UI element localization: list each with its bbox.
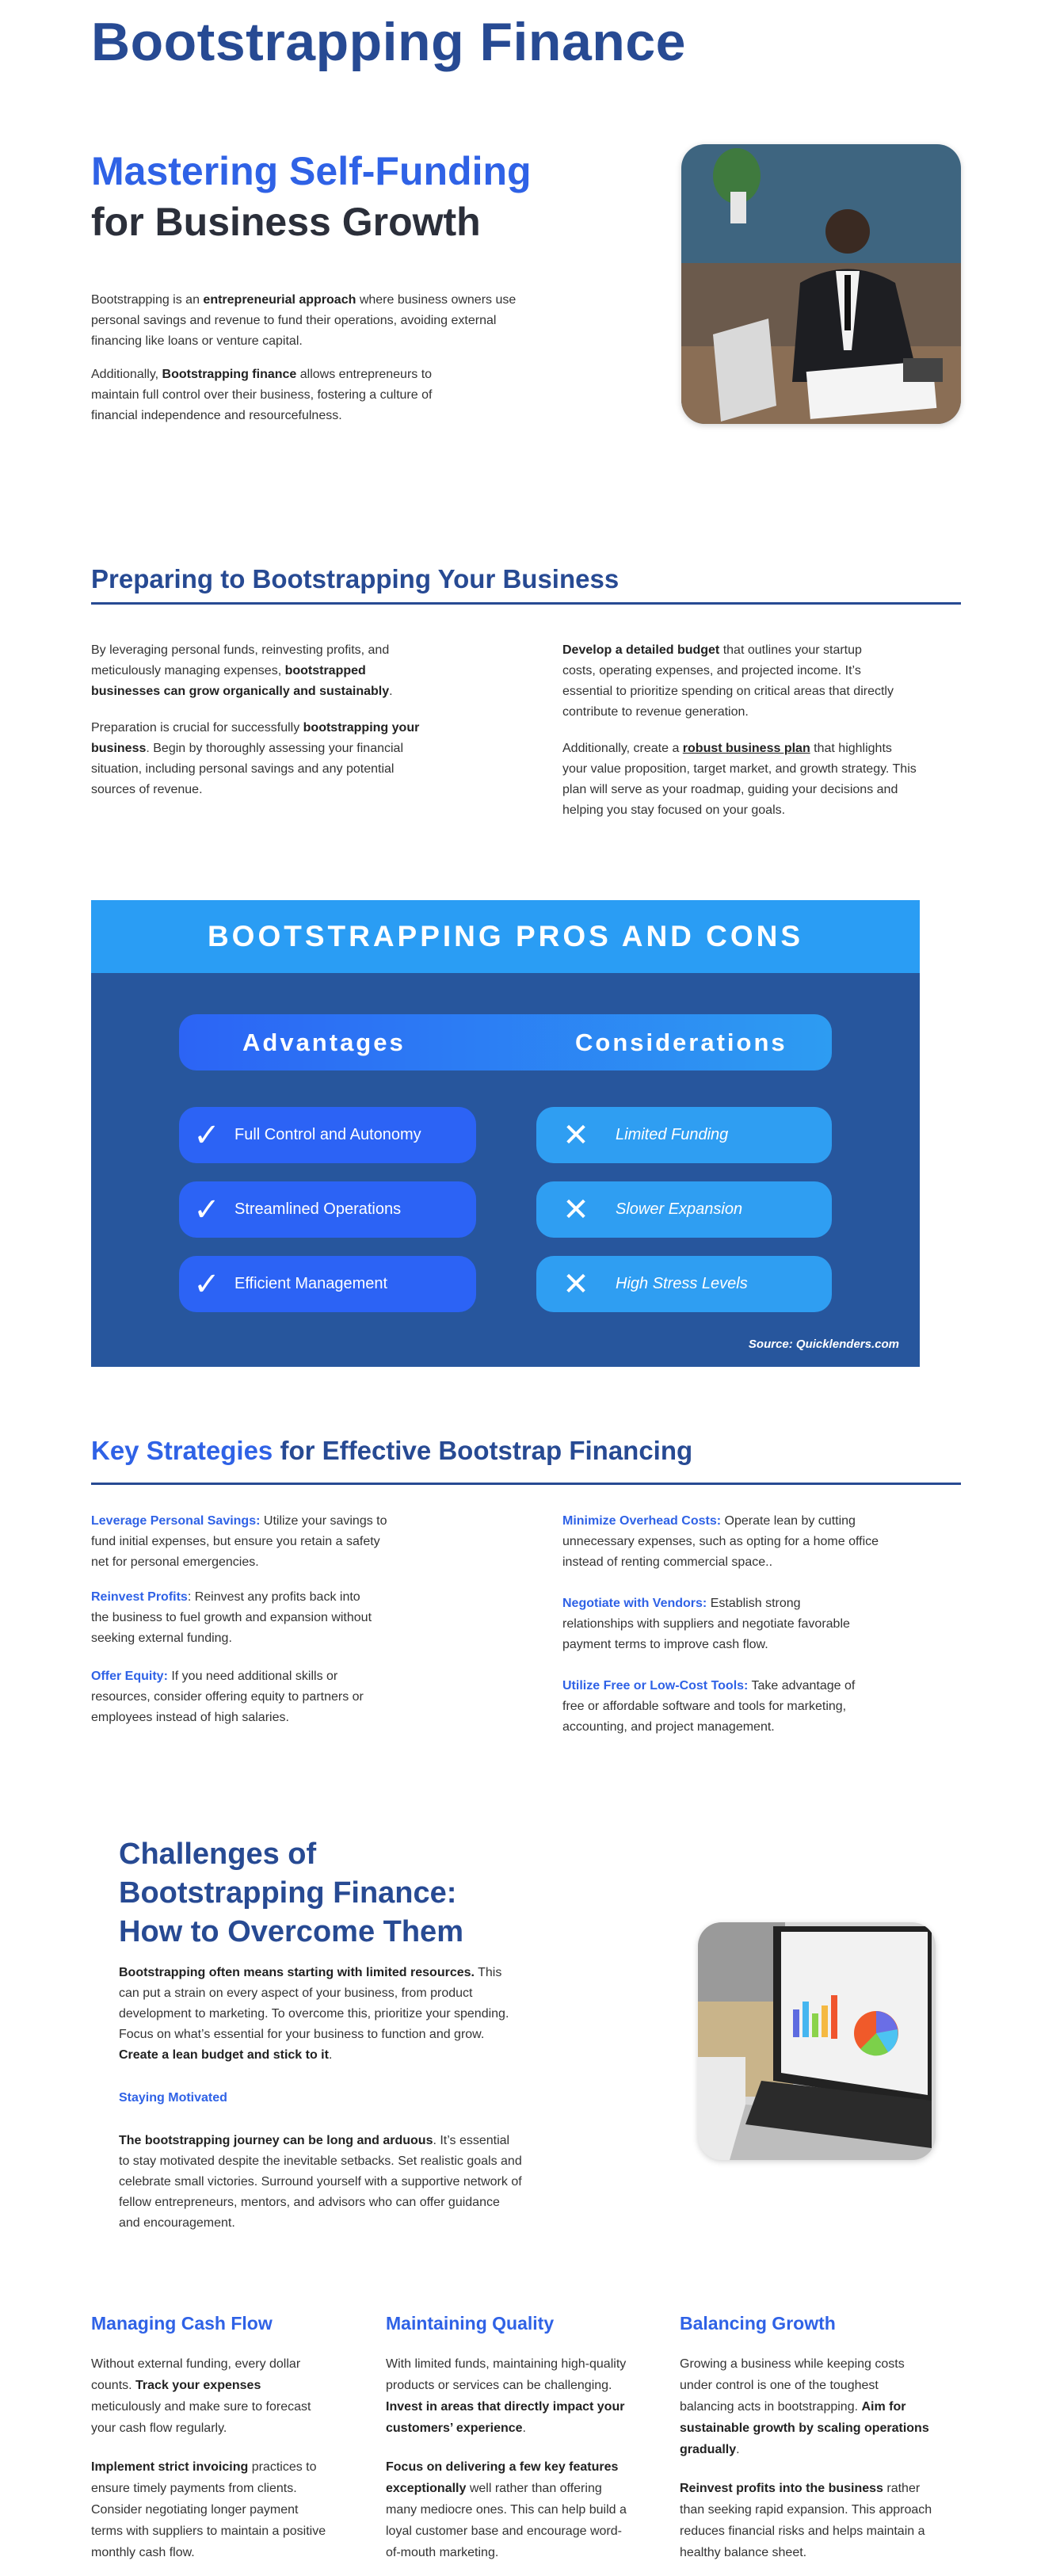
text-segment: where business owners use personal savings and revenue to fund their operations, avoiding external financing like loans or venture capital. [91, 293, 517, 348]
bold-text: bootstrapping your business [91, 721, 420, 755]
text-segment: . It’s essential to stay motivated despite the inevitable setbacks. Set realistic goals and celebrate small victories. Surround yourself with a supportive network of fellow entrepreneurs, mentors, and advisors who can offer guidance and encouragement. [119, 2134, 522, 2230]
text-segment: . [389, 685, 393, 698]
text-segment: allows entrepreneurs to maintain full control over their business, fostering a culture of financial independence and resourcefulness. [91, 368, 433, 422]
consideration-item [536, 1107, 832, 1163]
check-icon: ✓ [193, 1192, 220, 1227]
advantage-label: Streamlined Operations [234, 1200, 402, 1218]
advantage-item [179, 1256, 476, 1312]
item-label: Reinvest Profits [91, 1590, 188, 1604]
column-heading: Balancing Growth [680, 2313, 836, 2334]
advantage-label: Efficient Management [234, 1275, 388, 1292]
bold-text: Create a lean budget and stick to it [119, 2048, 329, 2062]
cross-icon: ✕ [562, 1117, 589, 1153]
preparing-right-column [562, 640, 919, 834]
hero-text [91, 290, 519, 439]
challenges-paragraph [119, 1963, 523, 2066]
infographic-column-headers [179, 1014, 832, 1070]
bold-text: Develop a detailed budget [562, 643, 720, 657]
advantages-header: Advantages [242, 1028, 406, 1056]
preparing-paragraph [91, 640, 432, 702]
text-segment: Bootstrapping is an [91, 293, 204, 307]
consideration-item [536, 1256, 832, 1312]
advantage-item [179, 1181, 476, 1238]
strategies-right-column [562, 1511, 895, 1750]
bold-text: Implement strict invoicing [91, 2460, 249, 2474]
bold-text: Bootstrapping finance [162, 368, 297, 381]
bold-text: Bootstrapping often means starting with limited resources. [119, 1966, 475, 1979]
heading-rest: for Effective Bootstrap Financing [273, 1436, 693, 1465]
check-icon: ✓ [193, 1266, 220, 1302]
text-segment: Without external funding, every dollar counts. [91, 2357, 301, 2392]
text-segment: rather than seeking rapid expansion. This approach reduces financial risks and helps maintain a healthy balance sheet. [680, 2482, 932, 2559]
text-segment: meticulously and make sure to forecast your cash flow regularly. [91, 2400, 311, 2435]
laptop-chart-photo [698, 1922, 936, 2160]
column-paragraph [680, 2353, 933, 2460]
column-heading: Maintaining Quality [386, 2313, 555, 2334]
text-segment: Operate lean by cutting unnecessary expenses, such as opting for a home office instead of renting commercial space.. [562, 1514, 879, 1569]
text-segment: well rather than offering many mediocre ones. This can help build a loyal customer base and encourage word-of-mouth marketing. [386, 2482, 627, 2559]
section-heading-preparing: Preparing to Bootstrapping Your Business [91, 564, 620, 593]
growth-column [680, 2307, 949, 2576]
staying-motivated-subheading: Staying Motivated [119, 2091, 227, 2105]
text-segment: that outlines your startup costs, operating expenses, and projected income. It’s essential to prioritize spending on critical areas that directly contribute to revenue generation. [562, 643, 894, 719]
text-segment: that highlights your value proposition, target market, and growth strategy. This plan will serve as your roadmap, guiding your decisions and helping you stay focused on your goals. [562, 742, 917, 817]
cash-flow-column [91, 2307, 353, 2576]
text-segment: By leveraging personal funds, reinvesting profits, and meticulously managing expenses, [91, 643, 390, 677]
bold-text: entrepreneurial approach [203, 293, 356, 307]
text-segment: Growing a business while keeping costs under control is one of the toughest balancing acts in bootstrapping. [680, 2357, 905, 2414]
text-segment: Additionally, create a [562, 742, 683, 755]
section-divider [91, 602, 961, 605]
infographic-title: BOOTSTRAPPING PROS AND CONS [91, 900, 920, 973]
text-segment: If you need additional skills or resources, consider offering equity to partners or employees instead of high salaries. [91, 1670, 364, 1724]
bold-text: Reinvest profits into the business [680, 2482, 883, 2495]
item-label: Utilize Free or Low-Cost Tools: [562, 1679, 749, 1693]
bold-text: Aim for sustainable growth by scaling operations gradually [680, 2400, 929, 2456]
bold-text: Invest in areas that directly impact your customers’ experience [386, 2400, 625, 2435]
bold-text: The bootstrapping journey can be long and arduous [119, 2134, 433, 2147]
column-paragraph [680, 2478, 945, 2563]
consideration-label: Limited Funding [616, 1126, 729, 1143]
check-icon: ✓ [193, 1117, 220, 1153]
cross-icon: ✕ [562, 1266, 589, 1302]
text-segment: Establish strong relationships with suppliers and negotiate favorable payment terms to improve cash flow. [562, 1597, 850, 1651]
strategy-item [562, 1511, 895, 1573]
strategy-item [91, 1666, 400, 1728]
hero-heading-line1: Mastering Self-Funding [91, 149, 532, 193]
section-heading-strategies [91, 1436, 692, 1466]
strategy-item [91, 1511, 400, 1573]
consideration-item [536, 1181, 832, 1238]
bold-text: bootstrapped businesses can grow organically and sustainably [91, 664, 390, 698]
strategy-item [562, 1676, 879, 1738]
challenges-text [119, 1963, 523, 2246]
considerations-header: Considerations [575, 1028, 787, 1056]
strategy-item [562, 1593, 864, 1655]
text-segment: Preparation is crucial for successfully [91, 721, 303, 735]
text-segment: Take advantage of free or affordable software and tools for marketing, accounting, and project management. [562, 1679, 856, 1734]
cross-icon: ✕ [562, 1192, 589, 1227]
bold-text: Focus on delivering a few key features exceptionally [386, 2460, 619, 2495]
item-label: Leverage Personal Savings: [91, 1514, 261, 1528]
text-segment: With limited funds, maintaining high-quality products or services can be challenging. [386, 2357, 627, 2392]
businessman-photo [681, 144, 961, 424]
preparing-paragraph [562, 640, 895, 723]
text-segment: . [328, 2048, 333, 2062]
text-segment: Utilize your savings to fund initial expenses, but ensure you retain a safety net for personal emergencies. [91, 1514, 387, 1569]
text-segment: Additionally, [91, 368, 162, 381]
hero-heading-line2: for Business Growth [91, 200, 481, 244]
pros-cons-infographic [91, 900, 920, 1367]
quality-column [386, 2307, 647, 2576]
hero-heading [91, 146, 532, 247]
strategy-item [91, 1587, 376, 1649]
bold-text: Track your expenses [135, 2379, 261, 2392]
hero-paragraph [91, 364, 463, 426]
consideration-label: High Stress Levels [616, 1275, 748, 1292]
challenges-paragraph [119, 2131, 523, 2234]
item-label: Offer Equity: [91, 1670, 168, 1683]
column-paragraph [91, 2353, 321, 2439]
item-label: Negotiate with Vendors: [562, 1597, 707, 1610]
text-segment: : Reinvest any profits back into the business to fuel growth and expansion without seeking external funding. [91, 1590, 372, 1645]
section-heading-challenges: Challenges of Bootstrapping Finance: How to Overcome Them [119, 1838, 463, 1948]
preparing-left-column [91, 640, 432, 813]
text-segment: . Begin by thoroughly assessing your financial situation, including personal savings and any potential sources of revenue. [91, 742, 403, 796]
heading-accent: Key Strategies [91, 1436, 273, 1465]
section-divider [91, 1483, 961, 1485]
text-segment: . [522, 2421, 526, 2435]
item-label: Minimize Overhead Costs: [562, 1514, 722, 1528]
advantage-item [179, 1107, 476, 1163]
text-segment: practices to ensure timely payments from clients. Consider negotiating longer payment terms with suppliers to maintain a positive monthly cash flow. [91, 2460, 326, 2559]
page-title: Bootstrapping Finance [91, 12, 686, 72]
column-paragraph [386, 2353, 643, 2439]
text-segment: . [736, 2443, 740, 2456]
consideration-label: Slower Expansion [616, 1200, 743, 1218]
column-heading: Managing Cash Flow [91, 2313, 273, 2334]
advantage-label: Full Control and Autonomy [234, 1126, 421, 1143]
hero-paragraph [91, 290, 519, 352]
bold-text[interactable]: robust business plan [682, 742, 810, 755]
preparing-paragraph [91, 718, 432, 800]
infographic-source: Source: Quicklenders.com [748, 1338, 899, 1351]
preparing-paragraph [562, 738, 919, 821]
strategies-left-column [91, 1511, 400, 1741]
text-segment: This can put a strain on every aspect of your business, from product development to marketing. To overcome this, prioritize your spending. Focus on what’s essential for your business to function and grow. [119, 1966, 509, 2041]
